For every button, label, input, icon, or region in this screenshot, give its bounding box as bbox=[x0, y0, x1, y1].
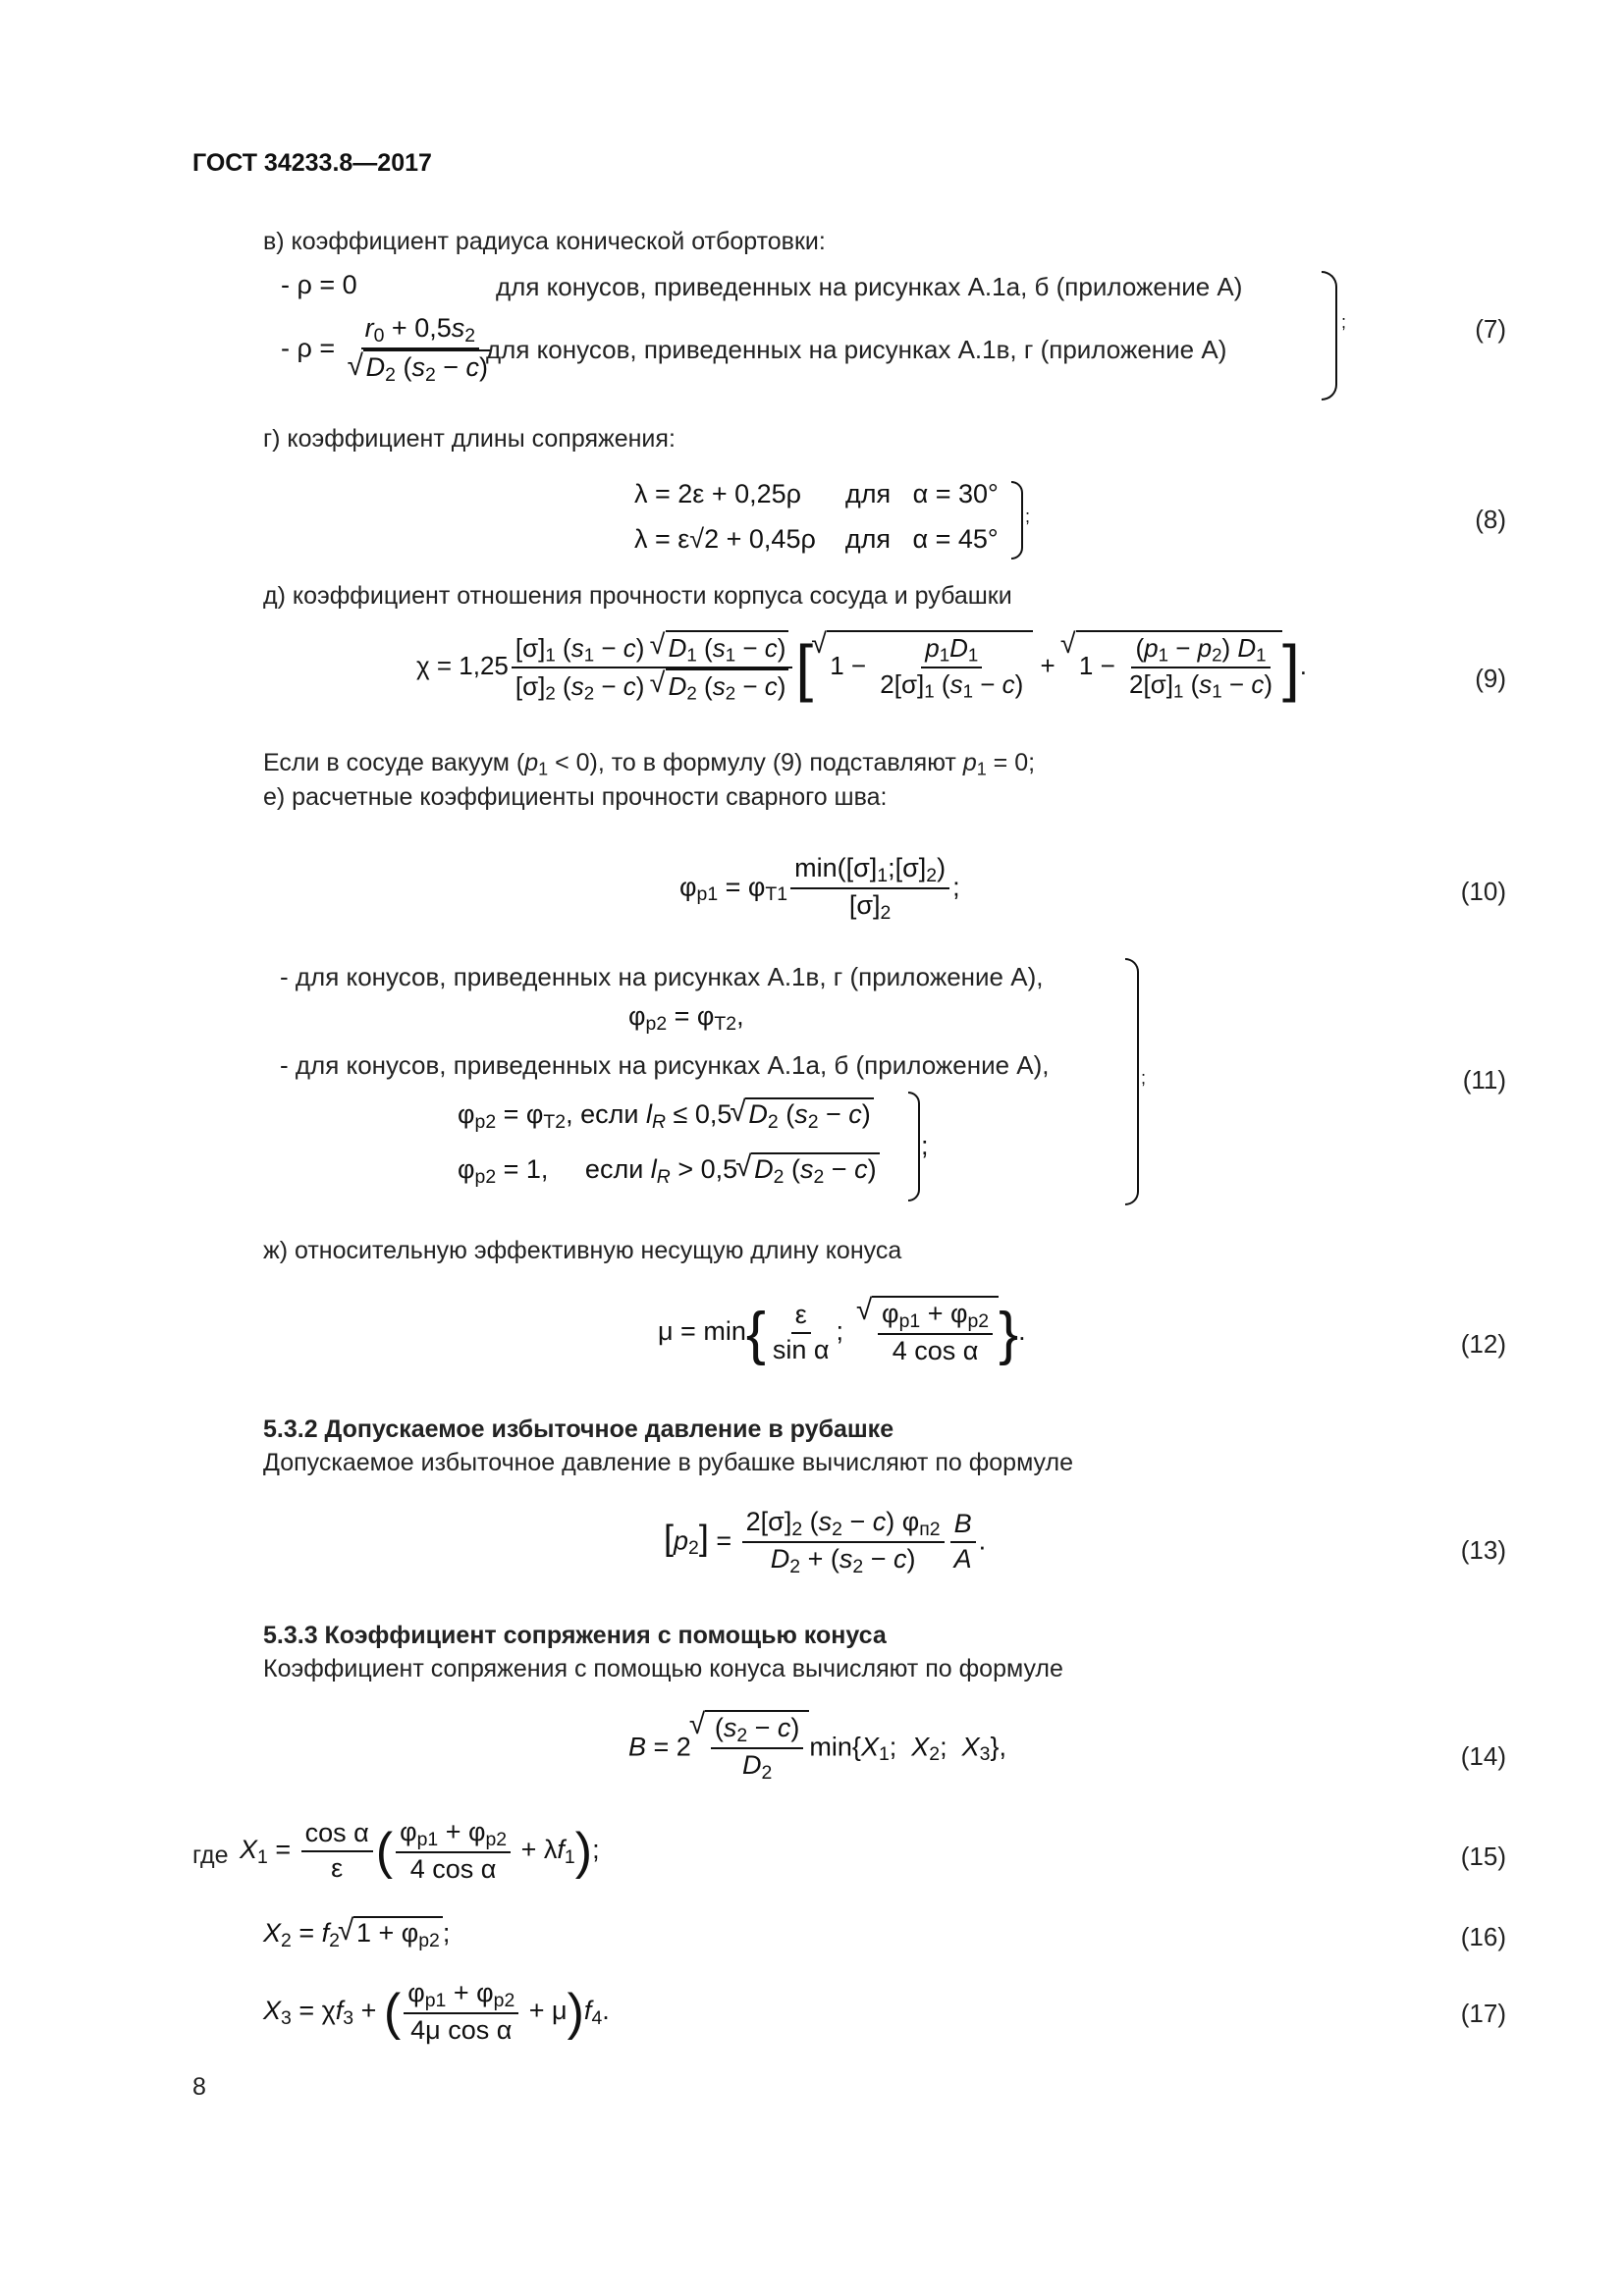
brace-8 bbox=[1011, 481, 1023, 560]
formula-phi-p2-cond2: $\varphi_{p2} = 1$, если $l_R > 0,5√$ $D_2$ $(s_2 - c)$ bbox=[458, 1152, 880, 1189]
formula-x1: $X_1$ = $\frac{\text{cos α}}{\varepsilon}$ ( $\frac{\varphi_{p1} + \varphi_{p2}}{\text{4 cos α}}$ + $\lambda f_1$); bbox=[240, 1817, 600, 1885]
formula-x3: $X_3 = \chi f_3$ + ( $\frac{\varphi_{p1} + \varphi_{p2}}{\text{4μ cos α}}$ + $\mu)f_4$. bbox=[263, 1978, 610, 2046]
eq-number-12: (12) bbox=[1460, 1329, 1506, 1359]
formula-chi: χ = 1,25 $\frac{[\sigma]_1 (s_1 - c) √ D_1 (s_1 - c)}{[\sigma]_2 (s_2 - c) √ D_2 (s_2 - c)}$ [√ 1 − $\frac{p_1D_1}{2[\sigma]_1 (s_1 - c)}$ + √ 1 − $\frac{(p_1 - p_2) D_1}{2[\sigma]_1 (s_1 - c)}$ ]. bbox=[416, 630, 1307, 705]
item-v-title: в) коэффициент радиуса конической отбортовки: bbox=[263, 228, 826, 255]
formula-phi-p1: $\varphi_{p1} = \varphi_{T1}$ $\frac{\min([\sigma]_1;[\sigma]_2)}{[\sigma]_2}$ ; bbox=[679, 853, 960, 925]
formula-rho-zero: - ρ = 0 bbox=[281, 270, 357, 299]
formula-x2: $X_2 = f_2√$ $1 + \varphi_{p2}$ ; bbox=[263, 1916, 450, 1952]
item-g-title: г) коэффициент длины сопряжения: bbox=[263, 425, 676, 453]
semicolon-7: ; bbox=[1341, 312, 1347, 332]
section-532-title: 5.3.2 Допускаемое избыточное давление в рубашке bbox=[263, 1415, 894, 1443]
formula-lambda-30: λ = 2ε + 0,25ρ для α = 30° bbox=[634, 479, 999, 508]
item-d-title: д) коэффициент отношения прочности корпуса сосуда и рубашки bbox=[263, 582, 1012, 610]
eq-number-9: (9) bbox=[1475, 664, 1506, 693]
formula-phi-p2-t2: $\varphi_{p2} = \varphi_{T2}$, bbox=[628, 1001, 744, 1035]
formula-mu: μ = min{ $\frac{\varepsilon}{\text{sin α}}$ ; √ $\frac{\varphi_{p1} + \varphi_{p2}}{\text{4 cos α}}$ }. bbox=[658, 1296, 1026, 1368]
formula-phi-p2-cond1: $\varphi_{p2} = \varphi_{T2}$, если $l_R \le 0,5√$ $D_2$ $(s_2 - c)$ bbox=[458, 1097, 874, 1134]
semicolon-11-inner: ; bbox=[921, 1131, 929, 1160]
formula-rho-fraction: - ρ = $r_0 + 0,5s_2$ √ $D_2$ $(s_2 - c)$ bbox=[281, 312, 498, 387]
brace-11-inner bbox=[908, 1092, 920, 1201]
section-533-title: 5.3.3 Коэффициент сопряжения с помощью конуса bbox=[263, 1622, 887, 1649]
semicolon-8: ; bbox=[1025, 507, 1031, 526]
vacuum-note: Если в сосуде вакуум $(p_1 < 0)$, то в формулу (9) подставляют $p_1 = 0$; bbox=[263, 749, 1036, 779]
cones-ab-label: - для конусов, приведенных на рисунках А.1а, б (приложение А), bbox=[280, 1050, 1050, 1080]
eq-number-14: (14) bbox=[1460, 1741, 1506, 1771]
eq-number-13: (13) bbox=[1460, 1535, 1506, 1565]
eq-number-7: (7) bbox=[1475, 314, 1506, 344]
eq-number-17: (17) bbox=[1460, 1999, 1506, 2028]
semicolon-11: ; bbox=[1141, 1068, 1147, 1088]
cones-bv-label: - для конусов, приведенных на рисунках А.1в, г (приложение А), bbox=[280, 962, 1044, 991]
brace-7 bbox=[1322, 271, 1337, 400]
document-header: ГОСТ 34233.8—2017 bbox=[192, 149, 432, 177]
brace-11 bbox=[1125, 958, 1139, 1205]
eq-number-15: (15) bbox=[1460, 1842, 1506, 1871]
rho-condition-2: для конусов, приведенных на рисунках А.1в, г (приложение А) bbox=[486, 335, 1227, 364]
formula-lambda-45: λ = ε√2 + 0,45ρ для α = 45° bbox=[634, 524, 999, 554]
item-e-title: е) расчетные коэффициенты прочности сварного шва: bbox=[263, 783, 888, 811]
item-zh-title: ж) относительную эффективную несущую длину конуса bbox=[263, 1237, 902, 1264]
eq-number-16: (16) bbox=[1460, 1922, 1506, 1951]
eq-number-11: (11) bbox=[1462, 1065, 1506, 1095]
where-label: где bbox=[192, 1842, 229, 1869]
page-number: 8 bbox=[192, 2073, 206, 2101]
formula-b: B = 2 √ $\frac{(s_2 - c)}{D_2}$ $\min\{X_1$; $X_2$; $X_3$}, bbox=[628, 1710, 1006, 1785]
formula-p2: $[p_2]$ = $\frac{2[\sigma]_2 (s_2 - c) \varphi_{п2}}{D_2 + (s_2 - c)}$ $\frac{B}{A}$ . bbox=[664, 1507, 987, 1578]
eq-number-10: (10) bbox=[1460, 877, 1506, 906]
section-533-text: Коэффициент сопряжения с помощью конуса вычисляют по формуле bbox=[263, 1655, 1063, 1682]
rho-condition-1: для конусов, приведенных на рисунках А.1а, б (приложение А) bbox=[496, 272, 1243, 301]
eq-number-8: (8) bbox=[1475, 505, 1506, 534]
section-532-text: Допускаемое избыточное давление в рубашке вычисляют по формуле bbox=[263, 1449, 1073, 1476]
